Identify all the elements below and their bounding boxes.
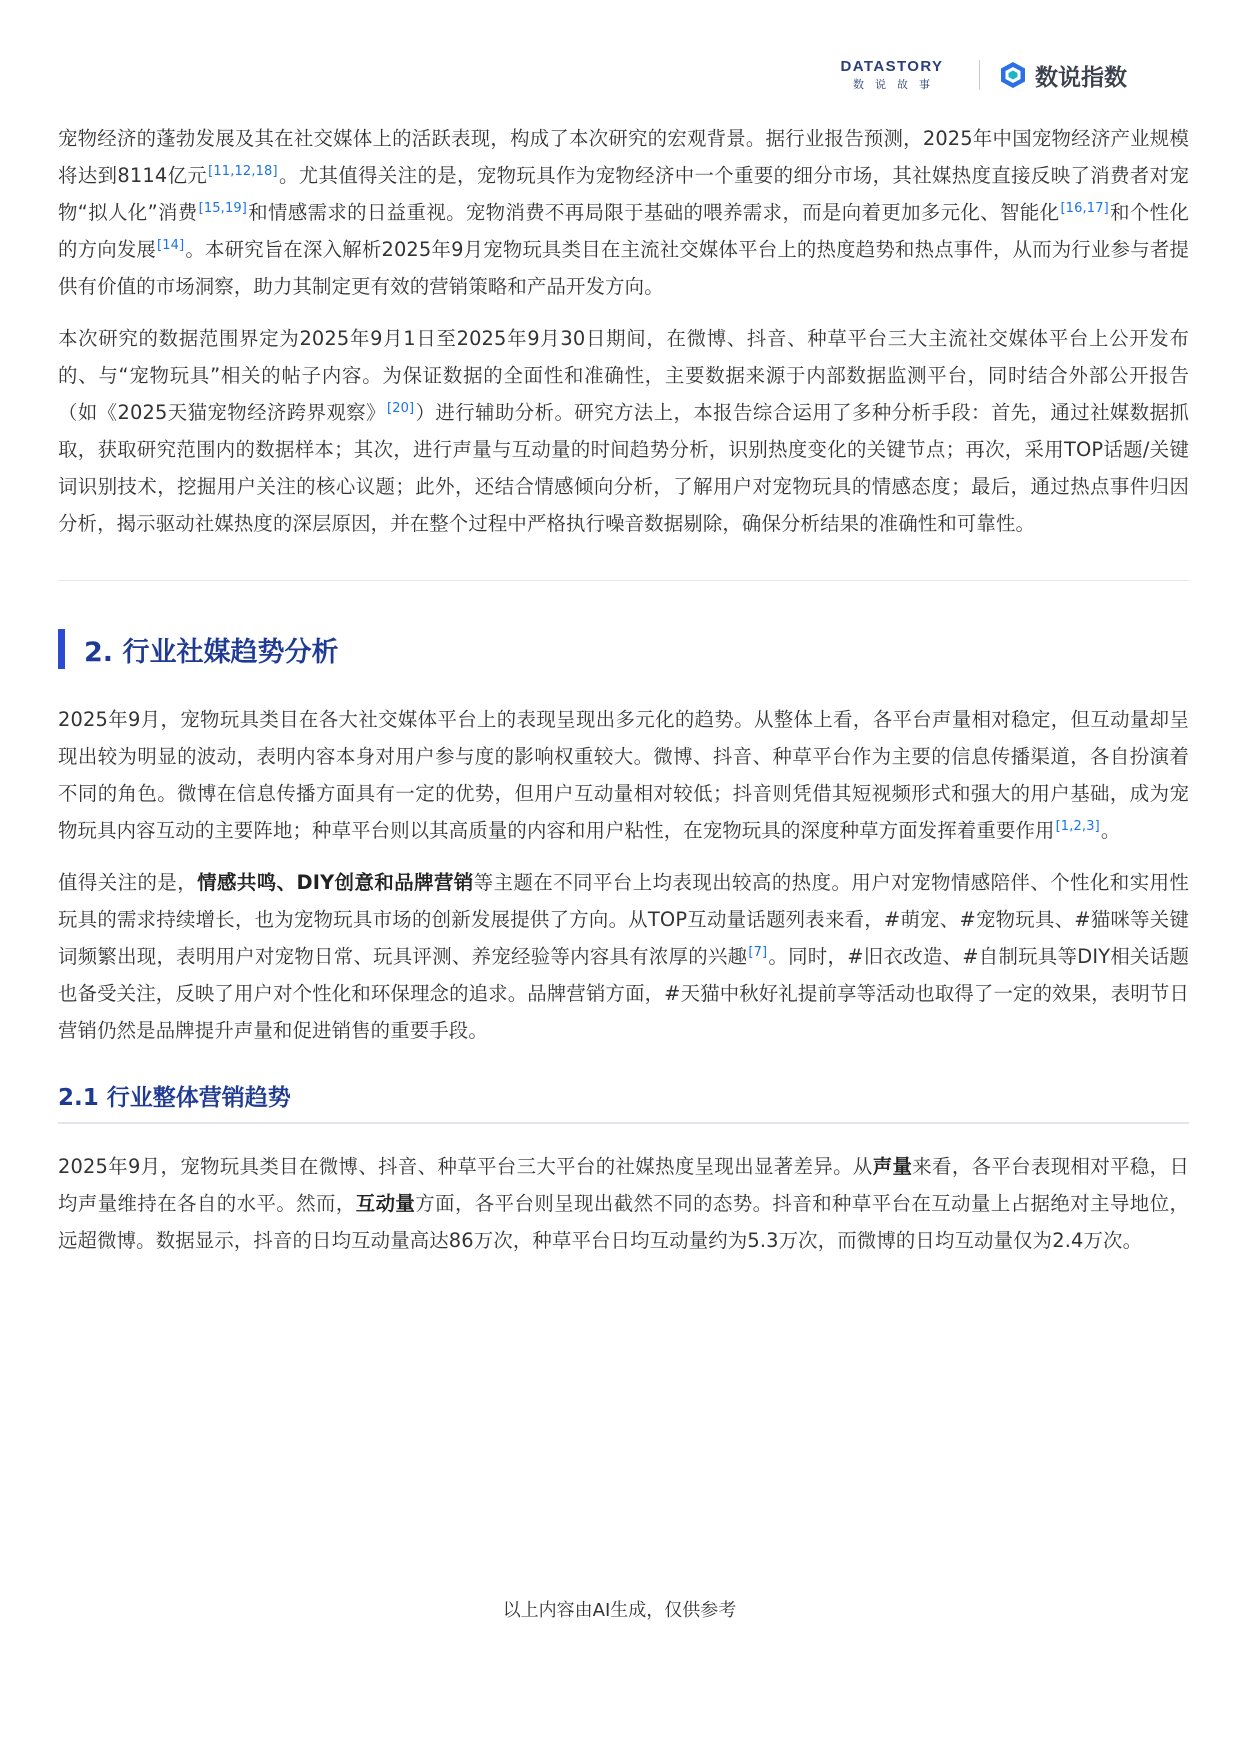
- datastory-logo-subtext: 数说故事: [853, 78, 941, 91]
- citation-link[interactable]: [14]: [157, 238, 185, 253]
- text: 本次研究的数据范围界定为2025年9月1日至2025年9月30日期间，在微博、抖音、种草平台三大主流社交媒体平台上公开发布的、与“宠物玩具”相关的帖子内容。为保证数据的全面性和准确性，主要数据来源于内部数据监测平台，同时结合外部公开报告（如《2025天猫宠物经济跨界观察》: [58, 327, 1189, 424]
- text: ）进行辅助分析。研究方法上，本报告综合运用了多种分析手段：首先，通过社媒数据抓取，获取研究范围内的数据样本；其次，进行声量与互动量的时间趋势分析，识别热度变化的关键节点；再次，采用TOP话题/关键词识别技术，挖掘用户关注的核心议题；此外，还结合情感倾向分析，了解用户对宠物玩具的情感态度；最后，通过热点事件归因分析，揭示驱动社媒热度的深层原因，并在整个过程中严格执行噪音数据剔除，确保分析结果的准确性和可靠性。: [58, 401, 1189, 535]
- citation-link[interactable]: [1,2,3]: [1055, 819, 1100, 834]
- citation-link[interactable]: [11,12,18]: [208, 164, 278, 179]
- text: 。尤其值得关注的是，宠物玩具作为宠物经济中一个重要的细分市场，其社媒热度直接反映了消费者对宠物“拟人化”消费: [58, 164, 1190, 224]
- shushuo-logo-text: 数说指数: [1035, 64, 1127, 91]
- subsection-title: 2.1 行业整体营销趋势: [58, 1085, 291, 1111]
- intro-paragraph-1: [58, 120, 1189, 305]
- subsection-heading: [58, 1079, 1189, 1124]
- intro-paragraph-2: [58, 320, 1189, 542]
- text: 值得关注的是，: [58, 871, 198, 894]
- bold-text: 情感共鸣、DIY创意和品牌营销: [197, 871, 474, 894]
- text: 。同时，#旧衣改造、#自制玩具等DIY相关话题也备受关注，反映了用户对个性化和环保理念的追求。品牌营销方面，#天猫中秋好礼提前享等活动也取得了一定的效果，表明节日营销仍然是品牌提升声量和促进销售的重要手段。: [58, 945, 1189, 1042]
- section-divider: [58, 580, 1189, 581]
- section-accent-bar: [58, 629, 65, 669]
- text: 。本研究旨在深入解析2025年9月宠物玩具类目在主流社交媒体平台上的热度趋势和热点事件，从而为行业参与者提供有价值的市场洞察，助力其制定更有效的营销策略和产品开发方向。: [58, 238, 1189, 298]
- datastory-logo: [827, 58, 957, 92]
- text: 来看，各平台表现相对平稳，日均声量维持在各自的水平。然而，: [58, 1155, 1189, 1215]
- trend-paragraph-2: [58, 864, 1189, 1049]
- text: 和情感需求的日益重视。宠物消费不再局限于基础的喂养需求，而是向着更加多元化、智能化: [248, 201, 1060, 224]
- text: 。: [1100, 819, 1121, 842]
- marketing-paragraph-1: [58, 1148, 1189, 1259]
- report-content: [58, 120, 1189, 1274]
- logo-divider: [979, 60, 980, 90]
- text: 方面，各平台则呈现出截然不同的态势。抖音和种草平台在互动量上占据绝对主导地位，远超微博。数据显示，抖音的日均互动量高达86万次，种草平台日均互动量约为5.3万次，而微博的日均互动量仅为2.4万次。: [58, 1192, 1190, 1252]
- citation-link[interactable]: [20]: [386, 401, 415, 416]
- bold-text: 互动量: [355, 1192, 416, 1215]
- text: 和个性化的方向发展: [58, 201, 1189, 261]
- citation-link[interactable]: [15,19]: [198, 201, 248, 216]
- trend-paragraph-1: [58, 701, 1189, 849]
- datastory-logo-text: DATASTORY: [840, 58, 944, 75]
- text: 等主题在不同平台上均表现出较高的热度。用户对宠物情感陪伴、个性化和实用性玩具的需求持续增长，也为宠物玩具市场的创新发展提供了方向。从TOP互动量话题列表来看，#萌宠、#宠物玩具、#猫咪等关键词频繁出现，表明用户对宠物日常、玩具评测、养宠经验等内容具有浓厚的兴趣: [58, 871, 1189, 968]
- bold-text: 声量: [872, 1155, 913, 1178]
- text: 2025年9月，宠物玩具类目在微博、抖音、种草平台三大平台的社媒热度呈现出显著差异。从: [58, 1155, 873, 1178]
- section-heading: [58, 629, 1189, 669]
- citation-link[interactable]: [16,17]: [1060, 201, 1109, 216]
- ai-disclaimer: 以上内容由AI生成，仅供参考: [502, 1600, 737, 1621]
- section-title: 2. 行业社媒趋势分析: [84, 636, 339, 668]
- text: 宠物经济的蓬勃发展及其在社交媒体上的活跃表现，构成了本次研究的宏观背景。据行业报告预测，2025年中国宠物经济产业规模将达到8114亿元: [58, 127, 1189, 187]
- shushuo-index-logo: [998, 59, 1127, 92]
- shushuo-logo-icon: [998, 60, 1028, 90]
- text: 2025年9月，宠物玩具类目在各大社交媒体平台上的表现呈现出多元化的趋势。从整体上看，各平台声量相对稳定，但互动量却呈现出较为明显的波动，表明内容本身对用户参与度的影响权重较大。微博、抖音、种草平台作为主要的信息传播渠道，各自扮演着不同的角色。微博在信息传播方面具有一定的优势，但用户互动量相对较低；抖音则凭借其短视频形式和强大的用户基础，成为宠物玩具内容互动的主要阵地；种草平台则以其高质量的内容和用户粘性，在宠物玩具的深度种草方面发挥着重要作用: [58, 708, 1189, 842]
- header-logos: [827, 58, 1127, 92]
- citation-link[interactable]: [7]: [748, 945, 768, 960]
